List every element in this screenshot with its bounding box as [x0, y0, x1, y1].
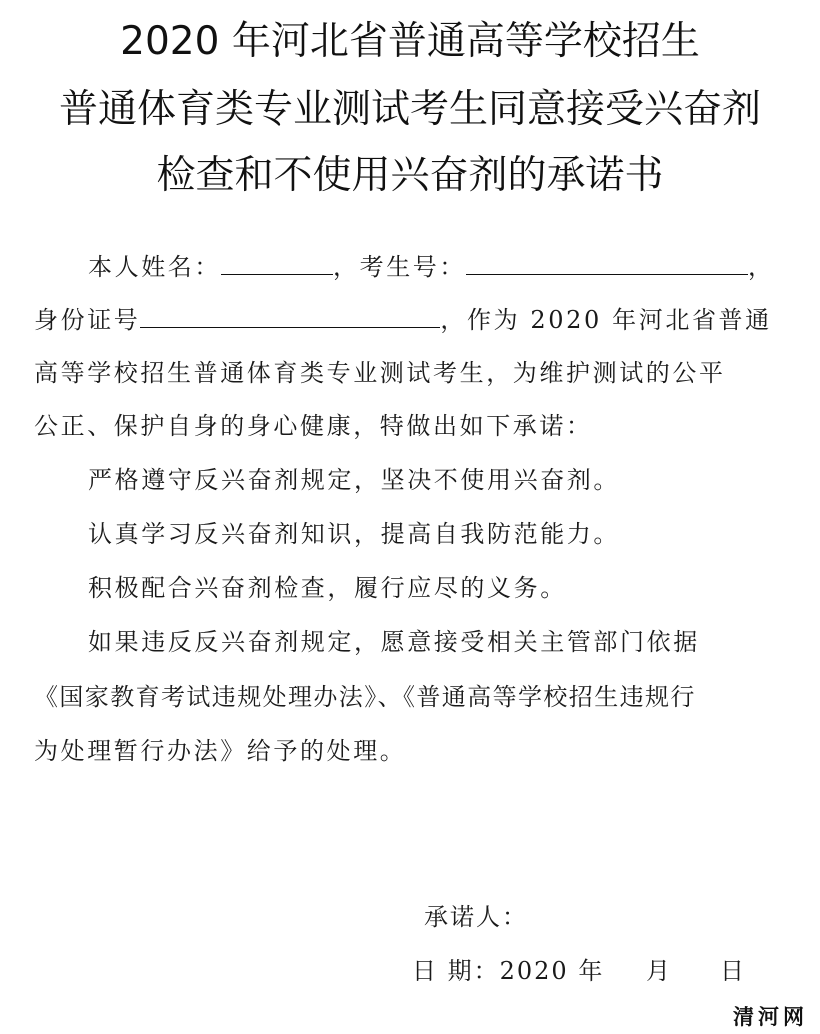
name-separator: ，	[333, 253, 360, 281]
exam-number-label: 考生号：	[359, 253, 467, 281]
consequence-line-3: 为处理暂行办法》给予的处理。	[34, 737, 407, 765]
body-line-3: 高等学校招生普通体育类专业测试考生，为维护测试的公平	[34, 359, 726, 387]
month-label: 月	[646, 957, 672, 985]
consequence-line-1: 如果违反反兴奋剂规定，愿意接受相关主管部门依据	[88, 628, 700, 656]
date-line	[412, 956, 604, 986]
pledger-signature-label: 承诺人：	[424, 903, 528, 931]
id-number-line	[34, 305, 772, 335]
document-title-line-1: 2020 年河北省普通高等学校招生	[120, 19, 700, 64]
day-label: 日	[720, 957, 746, 985]
consequence-line-2: 《国家教育考试违规处理办法》、《普通高等学校招生违规行	[34, 683, 696, 711]
document-title-line-2: 普通体育类专业测试考生同意接受兴奋剂	[58, 87, 761, 132]
name-label: 本人姓名：	[88, 253, 221, 281]
site-watermark: 清河网	[733, 1005, 808, 1029]
id-number-blank[interactable]	[140, 305, 440, 328]
body-line-4: 公正、保护自身的身心健康，特做出如下承诺：	[34, 412, 593, 440]
pledge-item-3: 积极配合兴奋剂检查，履行应尽的义务。	[88, 574, 567, 602]
pledge-item-1: 严格遵守反兴奋剂规定，坚决不使用兴奋剂。	[88, 466, 620, 494]
id-number-label: 身份证号	[34, 306, 141, 334]
name-and-exam-number-line	[88, 252, 775, 282]
id-line-text: ，作为 2020 年河北省普通	[440, 306, 772, 334]
document-title-line-3: 检查和不使用兴奋剂的承诺书	[156, 153, 664, 198]
pledge-item-2: 认真学习反兴奋剂知识，提高自我防范能力。	[88, 520, 620, 548]
name-blank[interactable]	[221, 252, 333, 275]
date-label: 日 期：2020 年	[412, 957, 605, 985]
exam-number-blank[interactable]	[466, 252, 748, 275]
exam-number-end: ，	[748, 253, 775, 281]
